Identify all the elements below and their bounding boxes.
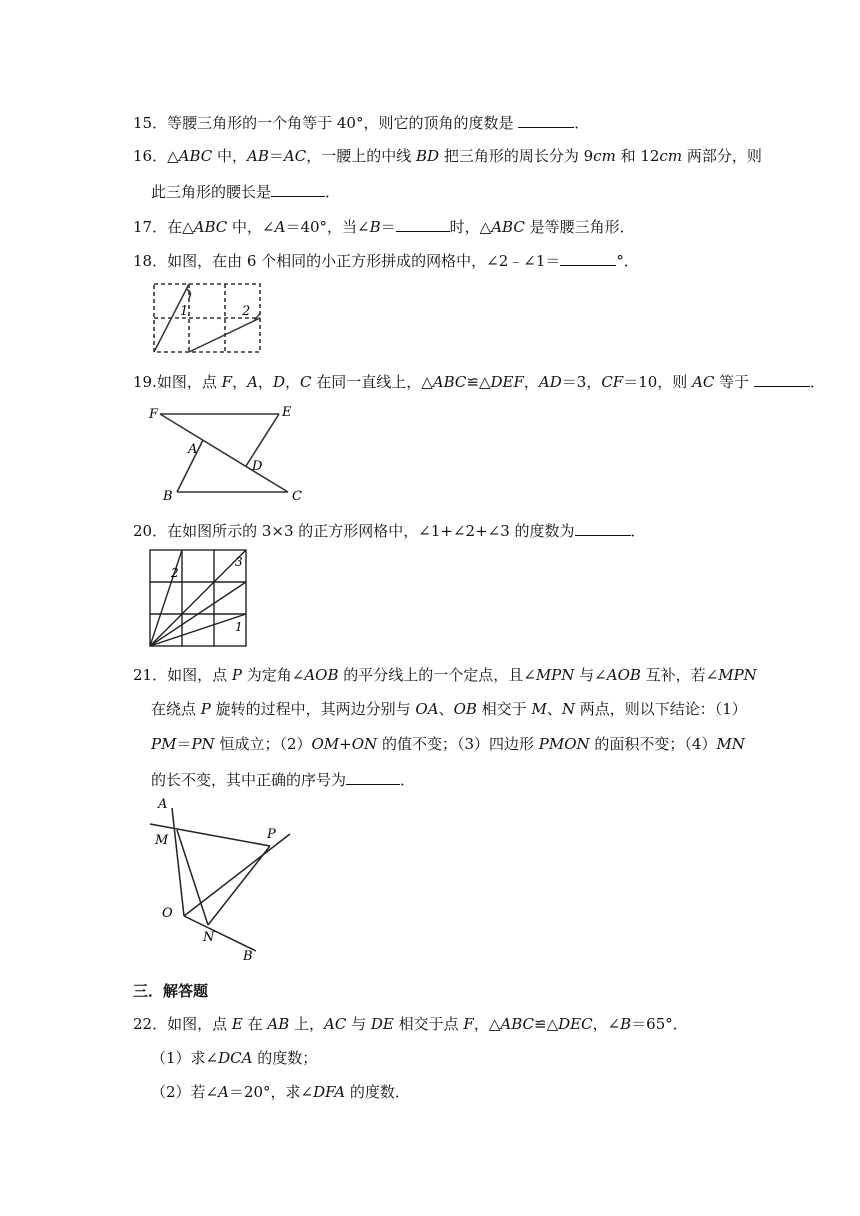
question-22-part2: （2）若∠A＝20°，求∠DFA 的度数． xyxy=(151,1083,410,1101)
angle-2-label: 2 xyxy=(171,566,179,580)
angle-2-label: 2 xyxy=(242,304,251,319)
answer-blank[interactable] xyxy=(575,520,631,536)
q21-angle-bisector-figure xyxy=(146,796,296,966)
label-P: P xyxy=(267,827,276,842)
question-21-line2: 在绕点 P 旋转的过程中，其两边分别与 OA、OB 相交于 M、N 两点，则以下结论：（1） xyxy=(151,700,747,718)
answer-blank[interactable] xyxy=(346,769,400,785)
section-heading: 三．解答题 xyxy=(133,982,209,1000)
q18-grid-figure xyxy=(150,280,265,358)
question-18: 18．如图，在由 6 个相同的小正方形拼成的网格中，∠2﹣∠1＝ °． xyxy=(133,252,639,270)
answer-blank[interactable] xyxy=(396,216,450,232)
question-17: 17．在△ABC 中，∠A＝40°，当∠B＝ 时，△ABC 是等腰三角形． xyxy=(133,218,635,236)
label-N: N xyxy=(203,930,215,945)
question-21-line3: PM＝PN 恒成立；（2）OM+ON 的值不变；（3）四边形 PMON 的面积不变；（4）MN xyxy=(151,735,745,753)
question-19: 19.如图，点 F，A，D，C 在同一直线上，△ABC≌△DEF，AD＝3，CF＝10，则 AC 等于 ． xyxy=(133,373,825,391)
label-A: A xyxy=(188,442,198,457)
label-M: M xyxy=(155,833,169,848)
label-E: E xyxy=(282,405,292,420)
answer-blank[interactable] xyxy=(560,250,616,266)
question-22: 22．如图，点 E 在 AB 上，AC 与 DE 相交于点 F，△ABC≌△DEC，∠B＝65°． xyxy=(133,1015,688,1033)
label-A: A xyxy=(158,797,168,812)
label-D: D xyxy=(252,459,263,474)
label-C: C xyxy=(292,489,302,504)
question-20: 20．在如图所示的 3×3 的正方形网格中，∠1+∠2+∠3 的度数为 ． xyxy=(133,522,646,540)
question-16-line2: 此三角形的腰长是 ． xyxy=(151,183,341,201)
angle-1-label: 1 xyxy=(180,304,189,319)
label-O: O xyxy=(162,906,173,921)
label-B: B xyxy=(243,949,253,964)
question-15: 15．等腰三角形的一个角等于 40°，则它的顶角的度数是 ． xyxy=(133,114,590,132)
question-16: 16．△ABC 中，AB＝AC，一腰上的中线 BD 把三角形的周长分为 9cm 和 12cm 两部分，则 xyxy=(133,147,762,165)
angle-1-label: 1 xyxy=(235,620,243,634)
q20-square-grid-figure xyxy=(146,546,250,650)
question-21: 21．如图，点 P 为定角∠AOB 的平分线上的一个定点，且∠MPN 与∠AOB 互补，若∠MPN xyxy=(133,666,757,684)
question-21-line4: 的长不变，其中正确的序号为 ． xyxy=(151,771,416,789)
q19-congruent-triangles-figure xyxy=(146,400,306,504)
answer-blank[interactable] xyxy=(271,181,325,197)
answer-blank[interactable] xyxy=(754,371,810,387)
angle-3-label: 3 xyxy=(235,555,243,569)
label-F: F xyxy=(149,407,159,422)
label-B: B xyxy=(163,489,173,504)
question-22-part1: （1）求∠DCA 的度数； xyxy=(151,1049,318,1067)
answer-blank[interactable] xyxy=(518,112,574,128)
